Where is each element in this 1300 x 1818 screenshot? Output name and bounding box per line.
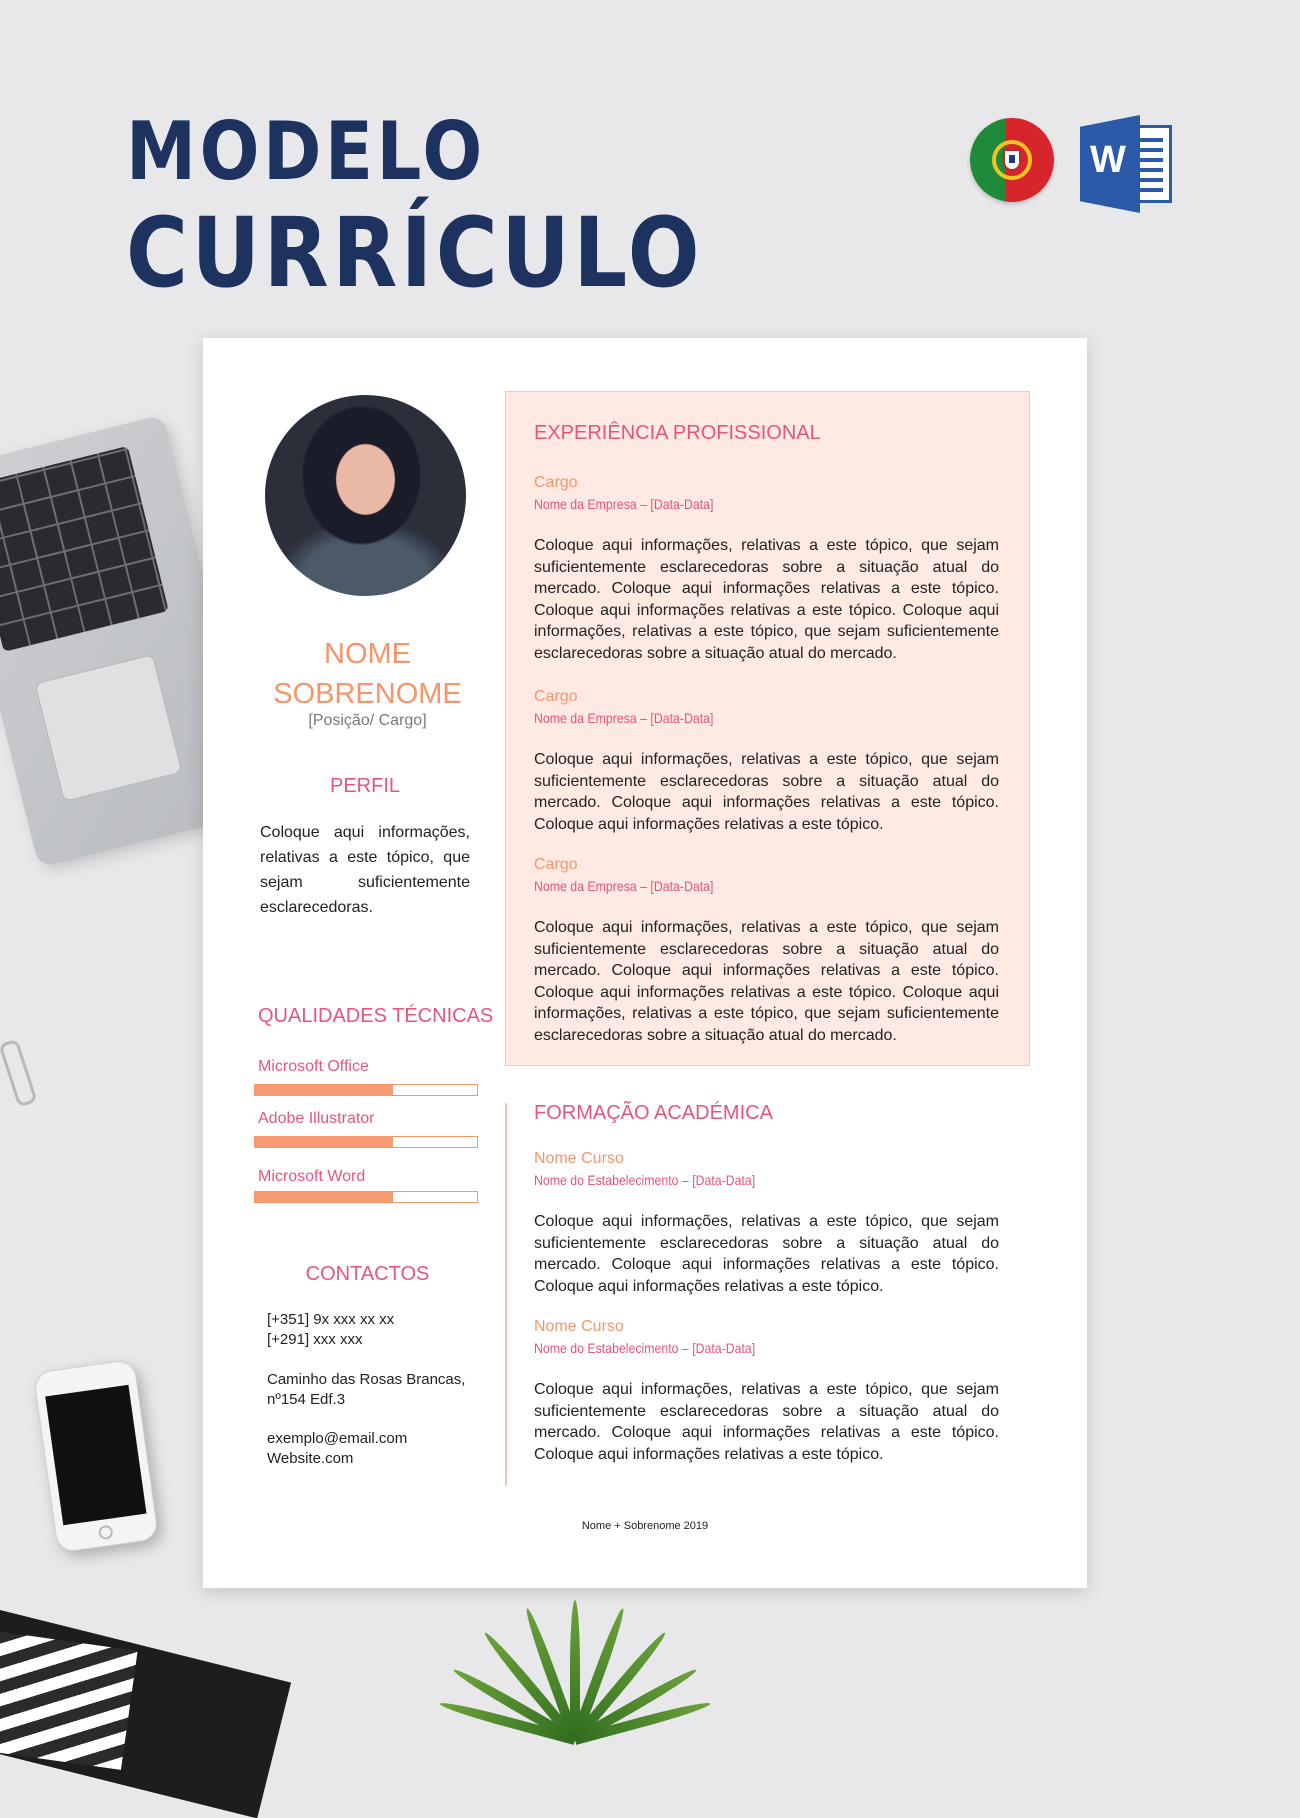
- course-name: Nome Curso: [534, 1318, 624, 1335]
- education-heading: FORMAÇÃO ACADÉMICA: [534, 1102, 773, 1124]
- course-institution: Nome do Estabelecimento – [Data-Data]: [534, 1172, 756, 1188]
- plant-decoration: [420, 1590, 720, 1740]
- profile-photo: [265, 395, 466, 596]
- skill-bar-fill: [255, 1137, 393, 1147]
- perfil-text: Coloque aqui informações, relativas a este tópico, que sejam suficientemente esclarecedoras.: [260, 824, 470, 916]
- job-role: Cargo: [534, 474, 578, 491]
- position-title: [Posição/ Cargo]: [308, 712, 427, 729]
- course-description: Coloque aqui informações, relativas a este tópico, que sejam suficientemente esclarecedoras sobre a situação atual do mercado. Coloque aqui informações relativas a este tópico. Coloque aqui informações relativas a este tópico.: [534, 1213, 999, 1295]
- job-description: Coloque aqui informações, relativas a este tópico, que sejam suficientemente esclarecedoras sobre a situação atual do mercado. Coloque aqui informações relativas a este tópico. Coloque aqui informações relativas a este tópico.: [534, 751, 999, 833]
- job-role: Cargo: [534, 688, 578, 705]
- contact-email: exemplo@email.com: [267, 1430, 408, 1447]
- job-description: Coloque aqui informações, relativas a este tópico, que sejam suficientemente esclarecedoras sobre a situação atual do mercado. Coloque aqui informações relativas a este tópico. Coloque aqui informações relativas a este tópico. Coloque aqui informações, relativas a este tópico, que sejam suficientemente esclarecedoras sobre a situação atual do mercado.: [534, 919, 999, 1044]
- skill-name: Microsoft Office: [258, 1058, 369, 1075]
- page-title-line2: CURRÍCULO: [126, 197, 704, 309]
- course-description: Coloque aqui informações, relativas a este tópico, que sejam suficientemente esclarecedoras sobre a situação atual do mercado. Coloque aqui informações relativas a este tópico. Coloque aqui informações relativas a este tópico.: [534, 1381, 999, 1463]
- job-role: Cargo: [534, 856, 578, 873]
- page-title-line1: MODELO: [126, 105, 486, 198]
- job-description: Coloque aqui informações, relativas a este tópico, que sejam suficientemente esclarecedoras sobre a situação atual do mercado. Coloque aqui informações relativas a este tópico. Coloque aqui informações relativas a este tópico. Coloque aqui informações, relativas a este tópico, que sejam suficientemente esclarecedoras sobre a situação atual do mercado.: [534, 537, 999, 662]
- skill-bar: [254, 1191, 478, 1203]
- job-company: Nome da Empresa – [Data-Data]: [534, 496, 714, 512]
- contact-address: Caminho das Rosas Brancas,: [267, 1371, 466, 1388]
- contact-website: Website.com: [267, 1450, 354, 1467]
- course-name: Nome Curso: [534, 1150, 624, 1167]
- skill-name: Microsoft Word: [258, 1168, 366, 1185]
- job-company: Nome da Empresa – [Data-Data]: [534, 878, 714, 894]
- skill-bar-fill: [255, 1085, 393, 1095]
- portugal-flag-icon: [970, 118, 1054, 202]
- paper-clip-decoration: [0, 1039, 38, 1108]
- first-name: NOME: [324, 638, 411, 670]
- word-icon-letter: W: [1090, 139, 1126, 181]
- page-footer: Nome + Sobrenome 2019: [581, 1520, 709, 1532]
- contact-phone: [+351] 9x xxx xx xx: [267, 1311, 395, 1328]
- skill-bar: [254, 1084, 478, 1096]
- perfil-heading: PERFIL: [329, 775, 401, 797]
- education-divider: [505, 1103, 507, 1486]
- skills-heading: QUALIDADES TÉCNICAS: [258, 1005, 494, 1027]
- phone-home-button: [98, 1524, 114, 1540]
- last-name: SOBRENOME: [273, 678, 462, 710]
- laptop-keyboard: [0, 446, 169, 652]
- smartphone-decoration: [33, 1359, 159, 1553]
- course-institution: Nome do Estabelecimento – [Data-Data]: [534, 1340, 756, 1356]
- phone-screen: [45, 1385, 146, 1525]
- skill-bar-fill: [255, 1192, 393, 1202]
- full-name: [240, 634, 495, 714]
- striped-notebook-decoration: [0, 1630, 138, 1770]
- job-company: Nome da Empresa – [Data-Data]: [534, 710, 714, 726]
- skill-bar: [254, 1136, 478, 1148]
- contact-address: nº154 Edf.3: [267, 1391, 346, 1408]
- contact-phone: [+291] xxx xxx: [267, 1331, 363, 1348]
- skill-name: Adobe Illustrator: [258, 1110, 375, 1127]
- laptop-trackpad: [34, 654, 182, 802]
- experience-heading: EXPERIÊNCIA PROFISSIONAL: [534, 422, 821, 444]
- contacts-heading: CONTACTOS: [305, 1263, 430, 1285]
- microsoft-word-icon: [1080, 115, 1180, 213]
